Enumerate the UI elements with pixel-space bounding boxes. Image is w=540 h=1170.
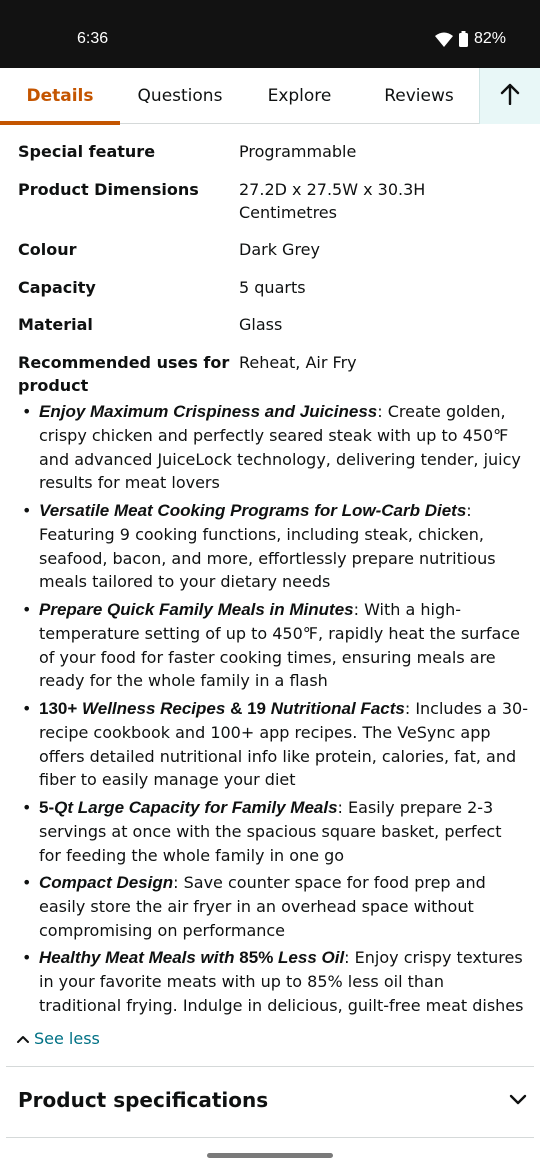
feature-bullet [18,400,528,495]
product-specifications-title: Product specifications [18,1088,269,1112]
feature-bullet [18,499,528,594]
divider [6,1066,534,1067]
status-icons [435,30,506,48]
bullet-emphasis: Wellness Recipes [82,698,226,718]
bullet-text: : Featuring 9 cooking functions, including steak, chicken, seafood, bacon, and more, effortlessly prepare nutritious meals tailored to your dietary needs [39,500,496,592]
bullet-dot: • [22,797,32,817]
feature-bullets [18,400,528,1022]
spec-key: Recommended uses for product [18,352,230,395]
spec-key: Colour [18,240,77,259]
bullet-dot: • [22,402,32,421]
bullet-emphasis: Healthy Meat Meals with [39,948,240,968]
bullet-emphasis: Compact Design [39,873,174,893]
bullet-dot: • [22,873,32,893]
bullet-dot: • [22,948,32,968]
spec-key: Capacity [18,277,96,297]
battery-percent: 82% [473,30,506,47]
bullet-emphasis: 5- [39,797,55,817]
spec-value: Dark Grey [239,240,320,259]
wifi-icon [435,32,453,47]
arrow-up-icon [500,83,520,109]
bullet-emphasis: & [225,698,248,718]
bullet-text: : Includes a 30-recipe cookbook and 100+ app recipes. The VeSync app offers detailed nutritional info like protein, calories, fat, and fiber to easily manage your diet [39,698,529,790]
spec-value: Glass [239,315,283,334]
tab-bar [0,68,540,124]
status-time: 6:36 [77,30,109,47]
bullet-text: : Save counter space for food prep and easily store the air fryer in an overhead space without compromising on performance [39,873,486,940]
bullet-emphasis: Nutritional Facts [270,698,405,718]
chevron-down-icon [508,1091,528,1110]
bullet-text: : Enjoy crispy textures in your favorite meats with up to 85% less oil than traditional frying. Indulge in delicious, guilt-free meat dishes [39,948,524,1015]
bullet-emphasis: Less Oil [278,948,345,968]
scroll-to-top-button[interactable] [479,68,540,124]
bullet-emphasis: 19 [247,698,271,718]
spec-key: Special feature [18,142,156,161]
see-less-label: See less [34,1029,100,1048]
spec-value: Programmable [239,142,357,161]
bullet-emphasis: Prepare Quick Family Meals in Minutes [39,599,354,619]
feature-bullet [18,598,528,693]
feature-bullet [18,871,528,942]
tab-questions[interactable]: Questions [137,86,223,106]
feature-bullet [18,946,528,1017]
spec-key: Product Dimensions [18,179,199,199]
product-specifications-header[interactable] [18,1082,528,1118]
spec-row [18,351,528,397]
spec-row [18,140,528,163]
tab-explore[interactable]: Explore [267,86,332,106]
bullet-emphasis: Enjoy Maximum Crispiness and Juiciness [39,402,378,421]
tab-details[interactable]: Details [0,68,120,124]
chevron-up-icon [16,1029,30,1048]
spec-value: Reheat, Air Fry [239,352,357,372]
divider [6,1137,534,1138]
spec-row [18,238,528,261]
bullet-emphasis: Versatile Meat Cooking Programs for Low-Carb Diets [39,500,467,520]
bullet-emphasis: Qt Large Capacity for Family Meals [54,797,338,817]
spec-key: Material [18,315,93,334]
feature-bullet [18,796,528,867]
spec-value: 27.2D x 27.5W x 30.3H Centimetres [239,179,426,222]
see-less-link[interactable] [16,1029,100,1048]
bullet-text: : With a high-temperature setting of up to 450℉, rapidly heat the surface of your food for faster cooking times, ensuring meals are ready for the whole family in a flash [39,599,520,691]
bullet-dot: • [22,698,32,718]
bullet-text: : Create golden, crispy chicken and perfectly seared steak with up to 450℉ and advanced JuiceLock technology, delivering tender, juicy results for meat lovers [39,402,521,493]
product-details-table [18,140,528,411]
bullet-dot: • [22,500,32,520]
spec-row [18,276,528,299]
battery-icon [459,31,468,47]
feature-bullet [18,697,528,792]
bullet-dot: • [22,599,32,619]
bullet-text: : Easily prepare 2-3 servings at once with the spacious square basket, perfect for feeding the whole family in one go [39,797,502,865]
tab-reviews[interactable]: Reviews [384,86,454,106]
bullet-emphasis: 130+ [39,698,83,718]
spec-value: 5 quarts [239,277,306,297]
home-indicator[interactable] [207,1153,333,1158]
bullet-emphasis: 85% [239,948,279,968]
spec-row [18,178,528,224]
spec-row [18,313,528,336]
status-bar [0,0,540,68]
